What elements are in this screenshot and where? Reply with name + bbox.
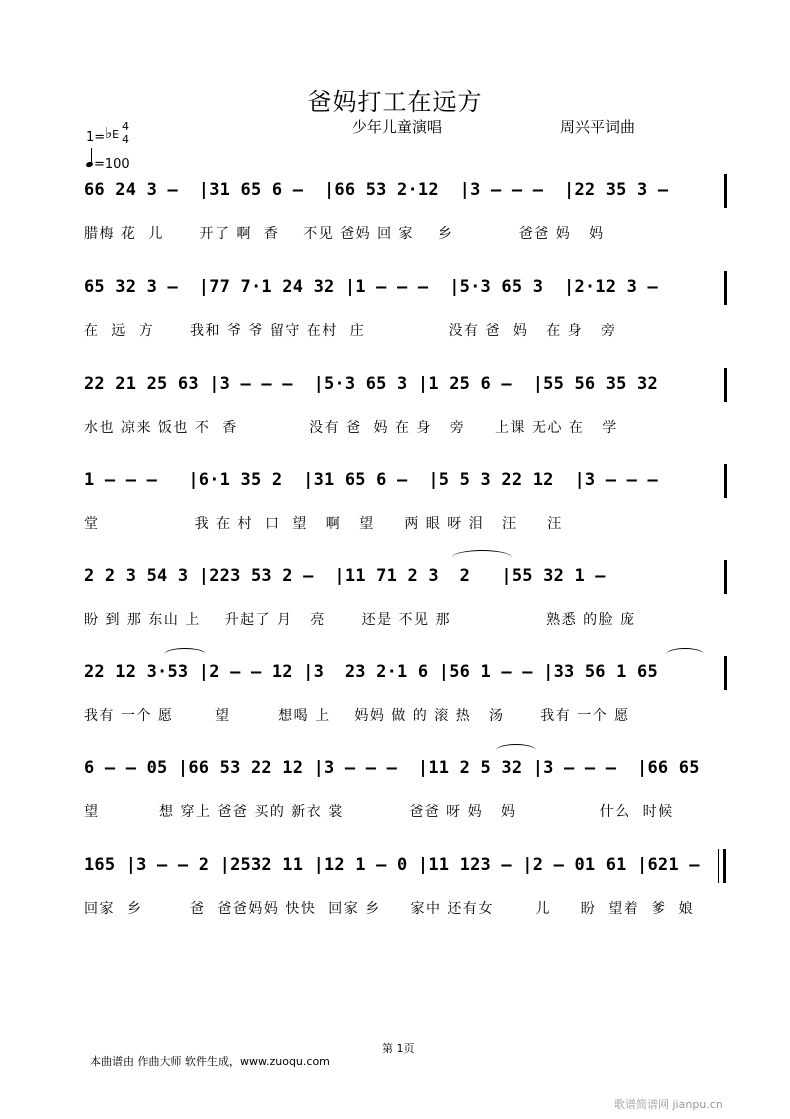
composer-credit: 周兴平词曲 <box>560 118 636 136</box>
song-title: 爸妈打工在远方 <box>307 88 483 116</box>
site-watermark: 歌谱简谱网 jianpu.cn <box>614 1098 723 1111</box>
slur-mark <box>666 648 704 661</box>
notation-line: 2 2 3 54 3 |223 53 2 – |11 71 2 3 2 |55 32 1 – <box>84 566 606 586</box>
flat-icon <box>105 124 119 142</box>
generator-credit: 本曲谱由 作曲大师 软件生成，www.zuoqu.com <box>90 1055 330 1068</box>
lyrics-line: 堂 我 在 村 口 望 啊 望 两 眼 呀 泪 汪 汪 <box>84 516 563 532</box>
barline <box>724 464 727 498</box>
notation-line: 6 – – 05 |66 53 22 12 |3 – – – |11 2 5 32 |3 – – – |66 65 <box>84 758 700 778</box>
final-barline-thin <box>718 849 719 883</box>
barline <box>724 656 727 690</box>
notation-line: 1 – – – |6·1 35 2 |31 65 6 – |5 5 3 22 12 |3 – – – <box>84 470 658 490</box>
slur-mark <box>452 550 512 565</box>
final-barline-thick <box>723 849 726 883</box>
time-top: 4 <box>122 120 129 133</box>
lyrics-line: 水也 凉来 饭也 不 香 没有 爸 妈 在 身 旁 上课 无心 在 学 <box>84 420 618 436</box>
tempo-value: =100 <box>94 157 130 172</box>
key-prefix: 1= <box>86 130 106 145</box>
page-number: 第 1页 <box>382 1042 415 1055</box>
key-flat: ♭ <box>105 124 113 142</box>
notation-line: 22 12 3·53 |2 – – 12 |3 23 2·1 6 |56 1 – – |33 56 1 65 <box>84 662 658 682</box>
lyrics-line: 回家 乡 爸 爸爸妈妈 快快 回家 乡 家中 还有女 儿 盼 望着 爹 娘 <box>84 901 695 917</box>
barline <box>724 368 727 402</box>
slur-mark <box>496 744 536 757</box>
notation-line: 65 32 3 – |77 7·1 24 32 |1 – – – |5·3 65 3 |2·12 3 – <box>84 277 658 297</box>
barline <box>724 271 727 305</box>
lyrics-line: 在 远 方 我和 爷 爷 留守 在村 庄 没有 爸 妈 在 身 旁 <box>84 323 617 339</box>
notation-line: 22 21 25 63 |3 – – – |5·3 65 3 |1 25 6 – |55 56 35 32 <box>84 374 658 394</box>
tempo-mark <box>86 154 130 172</box>
lyrics-line: 望 想 穿上 爸爸 买的 新衣 裳 爸爸 呀 妈 妈 什么 时候 <box>84 804 674 820</box>
note-stem-icon <box>91 148 92 162</box>
time-signature <box>122 120 129 146</box>
key-signature <box>86 130 105 145</box>
time-bottom: 4 <box>122 133 129 146</box>
notation-line: 66 24 3 – |31 65 6 – |66 53 2·12 |3 – – – |22 35 3 – <box>84 180 669 200</box>
lyrics-line: 我有 一个 愿 望 想喝 上 妈妈 做 的 滚 热 汤 我有 一个 愿 <box>84 708 630 724</box>
singer-credit: 少年儿童演唱 <box>352 118 443 136</box>
barline <box>724 560 727 594</box>
key-letter: E <box>112 128 120 141</box>
barline <box>724 174 727 208</box>
lyrics-line: 盼 到 那 东山 上 升起了 月 亮 还是 不见 那 熟悉 的脸 庞 <box>84 612 636 628</box>
notation-line: 165 |3 – – 2 |2532 11 |12 1 – 0 |11 123 – |2 – 01 61 |621 – <box>84 855 700 875</box>
quarter-note-icon <box>85 161 93 168</box>
slur-mark <box>164 648 206 661</box>
lyrics-line: 腊梅 花 儿 开了 啊 香 不见 爸妈 回 家 乡 爸爸 妈 妈 <box>84 226 605 242</box>
